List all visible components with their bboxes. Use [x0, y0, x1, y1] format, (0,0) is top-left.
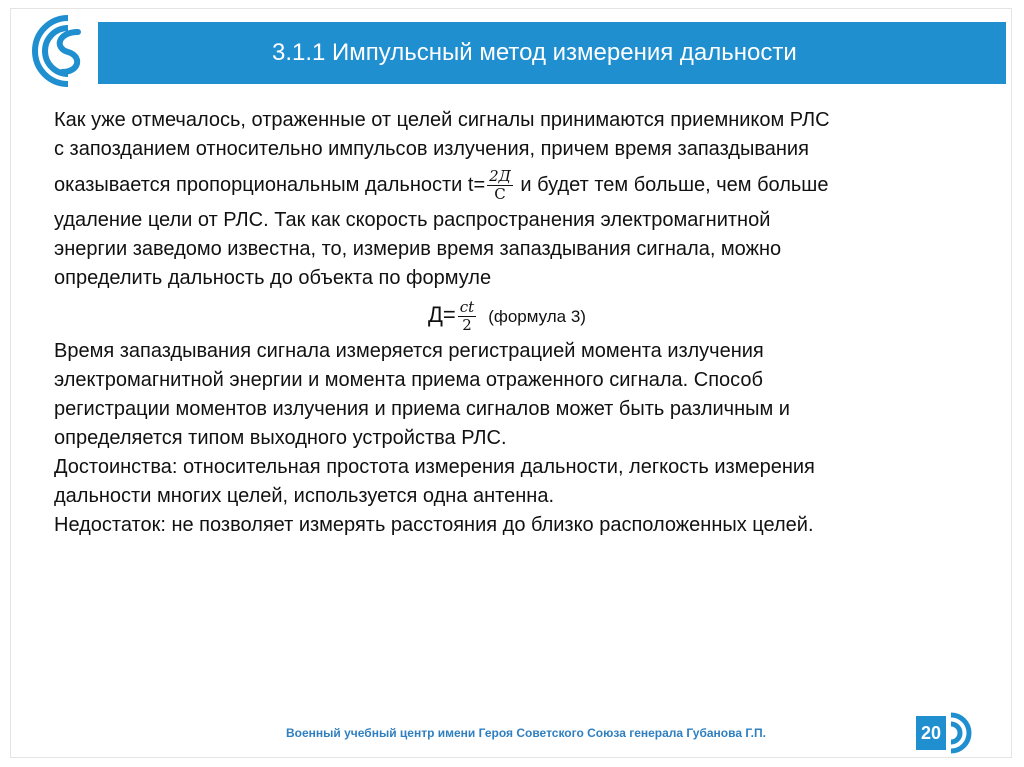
logo-mark-icon [948, 712, 974, 754]
advantages-line: дальности многих целей, используется одна антенна. [54, 485, 554, 507]
fraction-denominator: 2 [462, 316, 472, 335]
body-text [54, 106, 984, 540]
paragraph-line: с запозданием относительно импульсов излучения, причем время запаздывания [54, 138, 809, 160]
paragraph-line: удаление цели от РЛС. Так как скорость распространения электромагнитной [54, 209, 771, 231]
fraction-denominator: С [494, 185, 506, 204]
fraction-ct-over-2 [458, 299, 476, 334]
fraction-2d-over-c [487, 168, 513, 203]
disadvantage-line: Недостаток: не позволяет измерять расстояния до близко расположенных целей. [54, 514, 814, 536]
fraction-numerator: ct [459, 298, 475, 317]
formula-lhs: Д= [428, 302, 456, 327]
paragraph-line: определяется типом выходного устройства РЛС. [54, 427, 507, 449]
paragraph-line: регистрации моментов излучения и приема сигналов может быть различным и [54, 398, 790, 420]
page-title: 3.1.1 Импульсный метод измерения дальности [272, 39, 797, 66]
footer-text: Военный учебный центр имени Героя Советского Союза генерала Губанова Г.П. [286, 726, 766, 740]
text-segment: и будет тем больше, чем больше [514, 174, 829, 196]
paragraph-line: Время запаздывания сигнала измеряется регистрацией момента излучения [54, 340, 764, 362]
logo-icon [28, 12, 100, 90]
formula-3 [54, 293, 984, 337]
paragraph-line: Как уже отмечалось, отраженные от целей сигналы принимаются приемником РЛС [54, 109, 830, 131]
fraction-numerator: 2Д [489, 167, 511, 186]
paragraph-line-with-fraction [54, 164, 984, 206]
paragraph-line: энергии заведомо известна, то, измерив время запаздывания сигнала, можно [54, 238, 782, 260]
header-bar [98, 22, 1006, 84]
text-segment: оказывается пропорциональным дальности t= [54, 174, 486, 196]
page-number: 20 [916, 716, 946, 750]
paragraph-line: определить дальность до объекта по формуле [54, 267, 492, 289]
paragraph-line: электромагнитной энергии и момента приема отраженного сигнала. Способ [54, 369, 763, 391]
formula-note: (формула 3) [488, 307, 586, 326]
advantages-line: Достоинства: относительная простота измерения дальности, легкость измерения [54, 456, 815, 478]
